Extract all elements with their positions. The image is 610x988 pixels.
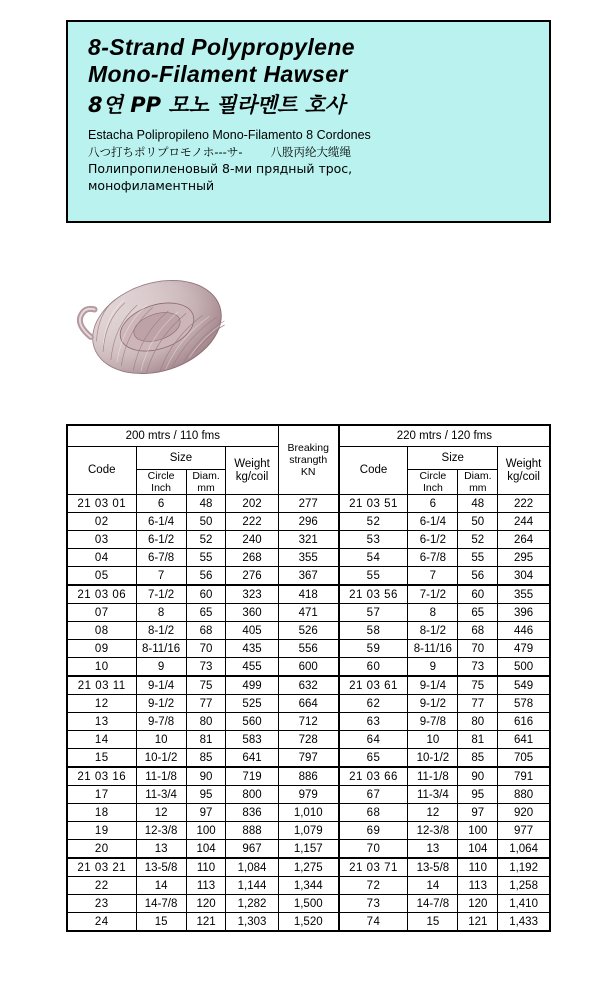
weight-kg-coil-left: 222 xyxy=(226,513,278,531)
size-circle-inch-left: 8 xyxy=(136,604,186,622)
size-circle-inch-right: 9 xyxy=(408,658,458,677)
weight-kg-coil-left: 268 xyxy=(226,549,278,567)
table-row xyxy=(67,786,550,804)
weight-left-line1: Weight xyxy=(234,457,270,470)
table-row xyxy=(67,713,550,731)
size-diam-mm-left: 48 xyxy=(186,495,226,513)
breaking-line1: Breaking xyxy=(287,442,329,454)
product-code-left: 21 03 01 xyxy=(67,495,136,513)
product-code-left: 21 03 06 xyxy=(67,585,136,604)
size-diam-mm-right: 52 xyxy=(458,531,498,549)
weight-kg-coil-left: 455 xyxy=(226,658,278,677)
weight-kg-coil-left: 967 xyxy=(226,840,278,859)
breaking-strength-kn: 664 xyxy=(278,695,339,713)
product-code-left: 12 xyxy=(67,695,136,713)
size-circle-inch-left: 6-7/8 xyxy=(136,549,186,567)
size-diam-mm-left: 68 xyxy=(186,622,226,640)
product-code-left: 18 xyxy=(67,804,136,822)
product-code-right: 65 xyxy=(339,749,408,768)
weight-kg-coil-left: 1,282 xyxy=(226,895,278,913)
product-code-left: 14 xyxy=(67,731,136,749)
size-circle-inch-right: 6-7/8 xyxy=(408,549,458,567)
table-row xyxy=(67,877,550,895)
table-row xyxy=(67,822,550,840)
product-code-right: 21 03 61 xyxy=(339,676,408,695)
table-row xyxy=(67,585,550,604)
size-circle-inch-right: 8-11/16 xyxy=(408,640,458,658)
product-code-left: 15 xyxy=(67,749,136,768)
weight-kg-coil-right: 1,410 xyxy=(498,895,550,913)
breaking-strength-kn: 321 xyxy=(278,531,339,549)
size-circle-inch-left: 7 xyxy=(136,567,186,586)
product-code-right: 67 xyxy=(339,786,408,804)
weight-kg-coil-right: 479 xyxy=(498,640,550,658)
size-circle-inch-left: 9-1/4 xyxy=(136,676,186,695)
breaking-strength-kn: 1,520 xyxy=(278,913,339,932)
product-code-right: 21 03 71 xyxy=(339,858,408,877)
size-diam-mm-left: 73 xyxy=(186,658,226,677)
breaking-strength-kn: 600 xyxy=(278,658,339,677)
size-diam-mm-left: 95 xyxy=(186,786,226,804)
size-diam-mm-right: 55 xyxy=(458,549,498,567)
product-code-right: 72 xyxy=(339,877,408,895)
weight-right-line1: Weight xyxy=(505,457,542,470)
size-diam-mm-right: 77 xyxy=(458,695,498,713)
size-diam-mm-right: 97 xyxy=(458,804,498,822)
size-diam-mm-left: 80 xyxy=(186,713,226,731)
size-circle-inch-left: 12-3/8 xyxy=(136,822,186,840)
breaking-strength-kn: 471 xyxy=(278,604,339,622)
size-circle-inch-right: 10 xyxy=(408,731,458,749)
size-diam-mm-right: 80 xyxy=(458,713,498,731)
size-diam-mm-right: 65 xyxy=(458,604,498,622)
size-diam-mm-left: 120 xyxy=(186,895,226,913)
size-circle-inch-left: 14 xyxy=(136,877,186,895)
size-circle-inch-left: 10 xyxy=(136,731,186,749)
weight-kg-coil-left: 499 xyxy=(226,676,278,695)
product-title-korean: 8연 PP 모노 필라멘트 호사 xyxy=(88,93,346,117)
product-code-right: 53 xyxy=(339,531,408,549)
table-row xyxy=(67,622,550,640)
size-circle-inch-right: 11-3/4 xyxy=(408,786,458,804)
product-code-left: 04 xyxy=(67,549,136,567)
size-diam-mm-right: 56 xyxy=(458,567,498,586)
size-diam-mm-left: 77 xyxy=(186,695,226,713)
size-diam-mm-left: 90 xyxy=(186,767,226,786)
breaking-strength-kn: 632 xyxy=(278,676,339,695)
size-circle-inch-left: 8-1/2 xyxy=(136,622,186,640)
size-circle-inch-right: 9-1/2 xyxy=(408,695,458,713)
product-code-left: 13 xyxy=(67,713,136,731)
weight-kg-coil-left: 560 xyxy=(226,713,278,731)
size-circle-inch-left: 14-7/8 xyxy=(136,895,186,913)
weight-kg-coil-left: 719 xyxy=(226,767,278,786)
product-code-right: 55 xyxy=(339,567,408,586)
breaking-strength-kn: 355 xyxy=(278,549,339,567)
weight-kg-coil-left: 405 xyxy=(226,622,278,640)
size-diam-mm-right: 100 xyxy=(458,822,498,840)
size-diam-mm-right: 85 xyxy=(458,749,498,768)
product-code-left: 23 xyxy=(67,895,136,913)
column-header-circle-inch-right xyxy=(408,470,458,495)
size-diam-mm-right: 68 xyxy=(458,622,498,640)
product-code-left: 19 xyxy=(67,822,136,840)
size-diam-mm-left: 56 xyxy=(186,567,226,586)
product-title-banner xyxy=(66,20,551,223)
size-diam-mm-left: 75 xyxy=(186,676,226,695)
table-row xyxy=(67,913,550,932)
breaking-strength-kn: 979 xyxy=(278,786,339,804)
product-subtitle-russian-line1: Полипропиленовый 8-ми прядный трос, xyxy=(88,161,353,176)
size-diam-mm-right: 121 xyxy=(458,913,498,932)
weight-kg-coil-right: 1,258 xyxy=(498,877,550,895)
column-header-size-right: Size xyxy=(408,447,498,470)
table-row xyxy=(67,731,550,749)
weight-kg-coil-right: 1,192 xyxy=(498,858,550,877)
table-row xyxy=(67,531,550,549)
weight-kg-coil-right: 222 xyxy=(498,495,550,513)
weight-kg-coil-right: 578 xyxy=(498,695,550,713)
weight-kg-coil-left: 360 xyxy=(226,604,278,622)
size-diam-mm-right: 113 xyxy=(458,877,498,895)
specification-table xyxy=(66,424,551,932)
size-circle-inch-left: 9-1/2 xyxy=(136,695,186,713)
weight-kg-coil-right: 295 xyxy=(498,549,550,567)
specification-table-body xyxy=(67,495,550,932)
breaking-strength-kn: 1,344 xyxy=(278,877,339,895)
table-row xyxy=(67,495,550,513)
breaking-strength-kn: 367 xyxy=(278,567,339,586)
size-circle-inch-left: 15 xyxy=(136,913,186,932)
weight-kg-coil-left: 1,144 xyxy=(226,877,278,895)
breaking-strength-kn: 277 xyxy=(278,495,339,513)
size-circle-inch-right: 10-1/2 xyxy=(408,749,458,768)
weight-kg-coil-right: 500 xyxy=(498,658,550,677)
breaking-strength-kn: 1,079 xyxy=(278,822,339,840)
column-header-code-left: Code xyxy=(67,447,136,495)
diam-right-line2: mm xyxy=(469,482,487,494)
product-code-left: 07 xyxy=(67,604,136,622)
circle-left-line1: Circle xyxy=(147,470,175,482)
size-diam-mm-right: 90 xyxy=(458,767,498,786)
product-code-right: 58 xyxy=(339,622,408,640)
size-circle-inch-left: 11-1/8 xyxy=(136,767,186,786)
table-row xyxy=(67,640,550,658)
weight-kg-coil-right: 1,433 xyxy=(498,913,550,932)
weight-left-line2: kg/coil xyxy=(235,470,269,483)
table-row xyxy=(67,767,550,786)
product-code-right: 68 xyxy=(339,804,408,822)
product-code-left: 08 xyxy=(67,622,136,640)
product-code-left: 21 03 21 xyxy=(67,858,136,877)
size-diam-mm-left: 110 xyxy=(186,858,226,877)
product-code-right: 57 xyxy=(339,604,408,622)
size-circle-inch-left: 11-3/4 xyxy=(136,786,186,804)
breaking-strength-kn: 1,500 xyxy=(278,895,339,913)
column-header-code-right: Code xyxy=(339,447,408,495)
size-diam-mm-left: 85 xyxy=(186,749,226,768)
product-code-right: 74 xyxy=(339,913,408,932)
table-row xyxy=(67,676,550,695)
weight-kg-coil-right: 705 xyxy=(498,749,550,768)
weight-kg-coil-right: 264 xyxy=(498,531,550,549)
weight-kg-coil-left: 1,084 xyxy=(226,858,278,877)
size-diam-mm-right: 75 xyxy=(458,676,498,695)
size-diam-mm-left: 55 xyxy=(186,549,226,567)
breaking-strength-kn: 797 xyxy=(278,749,339,768)
size-diam-mm-left: 113 xyxy=(186,877,226,895)
table-row xyxy=(67,749,550,768)
table-row xyxy=(67,858,550,877)
product-subtitle-russian-line2: монофиламентный xyxy=(88,178,215,193)
breaking-strength-kn: 1,010 xyxy=(278,804,339,822)
size-diam-mm-left: 52 xyxy=(186,531,226,549)
size-diam-mm-right: 48 xyxy=(458,495,498,513)
group-header-left: 200 mtrs / 110 fms xyxy=(67,425,278,447)
breaking-strength-kn: 728 xyxy=(278,731,339,749)
size-diam-mm-right: 104 xyxy=(458,840,498,859)
size-circle-inch-right: 7 xyxy=(408,567,458,586)
size-circle-inch-left: 6 xyxy=(136,495,186,513)
size-circle-inch-right: 9-7/8 xyxy=(408,713,458,731)
product-code-right: 60 xyxy=(339,658,408,677)
diam-left-line2: mm xyxy=(197,482,215,494)
size-circle-inch-right: 12-3/8 xyxy=(408,822,458,840)
product-title-en-line1: 8-Strand Polypropylene xyxy=(88,34,355,60)
weight-kg-coil-left: 1,303 xyxy=(226,913,278,932)
table-row xyxy=(67,658,550,677)
weight-right-line2: kg/coil xyxy=(507,470,540,483)
product-code-right: 62 xyxy=(339,695,408,713)
weight-kg-coil-left: 836 xyxy=(226,804,278,822)
table-row xyxy=(67,804,550,822)
size-circle-inch-right: 7-1/2 xyxy=(408,585,458,604)
size-diam-mm-right: 50 xyxy=(458,513,498,531)
weight-kg-coil-right: 616 xyxy=(498,713,550,731)
product-code-left: 20 xyxy=(67,840,136,859)
product-code-right: 64 xyxy=(339,731,408,749)
product-subtitle-spanish: Estacha Polipropileno Mono-Filamento 8 Cordones xyxy=(88,128,371,142)
weight-kg-coil-right: 920 xyxy=(498,804,550,822)
product-code-left: 17 xyxy=(67,786,136,804)
circle-left-line2: Inch xyxy=(151,482,172,494)
product-code-left: 21 03 16 xyxy=(67,767,136,786)
breaking-strength-kn: 526 xyxy=(278,622,339,640)
product-code-right: 73 xyxy=(339,895,408,913)
product-code-left: 03 xyxy=(67,531,136,549)
column-header-weight-right xyxy=(498,447,550,495)
weight-kg-coil-right: 1,064 xyxy=(498,840,550,859)
weight-kg-coil-left: 323 xyxy=(226,585,278,604)
weight-kg-coil-right: 791 xyxy=(498,767,550,786)
size-circle-inch-right: 12 xyxy=(408,804,458,822)
size-circle-inch-right: 11-1/8 xyxy=(408,767,458,786)
weight-kg-coil-left: 525 xyxy=(226,695,278,713)
product-subtitle-japanese: 八つ打ちポリプロモノホ---サ- xyxy=(88,145,243,159)
product-code-right: 54 xyxy=(339,549,408,567)
size-circle-inch-right: 6 xyxy=(408,495,458,513)
circle-right-line1: Circle xyxy=(419,470,447,482)
size-circle-inch-right: 13-5/8 xyxy=(408,858,458,877)
size-circle-inch-right: 6-1/2 xyxy=(408,531,458,549)
size-circle-inch-left: 13-5/8 xyxy=(136,858,186,877)
size-circle-inch-right: 8-1/2 xyxy=(408,622,458,640)
rope-coil-photo xyxy=(62,252,252,402)
weight-kg-coil-right: 244 xyxy=(498,513,550,531)
product-title-en-line2: Mono-Filament Hawser xyxy=(88,61,348,87)
breaking-strength-kn: 1,157 xyxy=(278,840,339,859)
weight-kg-coil-left: 888 xyxy=(226,822,278,840)
size-circle-inch-right: 14 xyxy=(408,877,458,895)
table-row xyxy=(67,549,550,567)
weight-kg-coil-left: 276 xyxy=(226,567,278,586)
product-code-left: 09 xyxy=(67,640,136,658)
column-header-circle-inch-left xyxy=(136,470,186,495)
size-diam-mm-right: 73 xyxy=(458,658,498,677)
product-subtitle-japanese-chinese xyxy=(88,144,549,160)
weight-kg-coil-right: 549 xyxy=(498,676,550,695)
product-code-left: 24 xyxy=(67,913,136,932)
breaking-strength-kn: 296 xyxy=(278,513,339,531)
product-code-right: 21 03 66 xyxy=(339,767,408,786)
weight-kg-coil-left: 240 xyxy=(226,531,278,549)
size-diam-mm-right: 60 xyxy=(458,585,498,604)
product-code-right: 52 xyxy=(339,513,408,531)
diam-right-line1: Diam. xyxy=(464,470,492,482)
weight-kg-coil-right: 977 xyxy=(498,822,550,840)
weight-kg-coil-right: 396 xyxy=(498,604,550,622)
size-circle-inch-left: 13 xyxy=(136,840,186,859)
size-diam-mm-right: 110 xyxy=(458,858,498,877)
product-code-right: 63 xyxy=(339,713,408,731)
table-row xyxy=(67,567,550,586)
size-diam-mm-left: 104 xyxy=(186,840,226,859)
size-circle-inch-left: 9-7/8 xyxy=(136,713,186,731)
size-circle-inch-right: 6-1/4 xyxy=(408,513,458,531)
size-diam-mm-left: 97 xyxy=(186,804,226,822)
column-header-diam-mm-left xyxy=(186,470,226,495)
breaking-strength-kn: 418 xyxy=(278,585,339,604)
breaking-strength-kn: 1,275 xyxy=(278,858,339,877)
weight-kg-coil-left: 641 xyxy=(226,749,278,768)
size-circle-inch-right: 15 xyxy=(408,913,458,932)
breaking-strength-kn: 886 xyxy=(278,767,339,786)
size-circle-inch-right: 13 xyxy=(408,840,458,859)
breaking-strength-kn: 712 xyxy=(278,713,339,731)
product-code-left: 02 xyxy=(67,513,136,531)
table-row xyxy=(67,513,550,531)
column-header-diam-mm-right xyxy=(458,470,498,495)
weight-kg-coil-left: 583 xyxy=(226,731,278,749)
weight-kg-coil-right: 355 xyxy=(498,585,550,604)
table-row xyxy=(67,840,550,859)
size-diam-mm-left: 100 xyxy=(186,822,226,840)
weight-kg-coil-left: 435 xyxy=(226,640,278,658)
breaking-line3: KN xyxy=(300,466,316,478)
weight-kg-coil-left: 800 xyxy=(226,786,278,804)
weight-kg-coil-right: 446 xyxy=(498,622,550,640)
size-diam-mm-right: 95 xyxy=(458,786,498,804)
product-code-right: 21 03 51 xyxy=(339,495,408,513)
size-diam-mm-left: 50 xyxy=(186,513,226,531)
weight-kg-coil-right: 641 xyxy=(498,731,550,749)
product-code-right: 59 xyxy=(339,640,408,658)
weight-kg-coil-left: 202 xyxy=(226,495,278,513)
size-circle-inch-left: 8-11/16 xyxy=(136,640,186,658)
size-circle-inch-right: 9-1/4 xyxy=(408,676,458,695)
weight-kg-coil-right: 304 xyxy=(498,567,550,586)
column-header-breaking-strength xyxy=(278,425,339,495)
size-circle-inch-left: 6-1/4 xyxy=(136,513,186,531)
table-row xyxy=(67,695,550,713)
size-diam-mm-right: 81 xyxy=(458,731,498,749)
product-code-left: 22 xyxy=(67,877,136,895)
table-row xyxy=(67,895,550,913)
breaking-strength-kn: 556 xyxy=(278,640,339,658)
product-code-left: 05 xyxy=(67,567,136,586)
table-row xyxy=(67,604,550,622)
size-diam-mm-left: 60 xyxy=(186,585,226,604)
column-header-size-left: Size xyxy=(136,447,226,470)
size-diam-mm-left: 65 xyxy=(186,604,226,622)
size-circle-inch-left: 9 xyxy=(136,658,186,677)
product-code-right: 69 xyxy=(339,822,408,840)
size-circle-inch-left: 12 xyxy=(136,804,186,822)
column-header-weight-left xyxy=(226,447,278,495)
size-diam-mm-left: 70 xyxy=(186,640,226,658)
size-circle-inch-left: 7-1/2 xyxy=(136,585,186,604)
size-diam-mm-left: 81 xyxy=(186,731,226,749)
size-diam-mm-right: 70 xyxy=(458,640,498,658)
product-subtitle-chinese: 八股丙纶大缆绳 xyxy=(270,145,351,159)
size-circle-inch-right: 8 xyxy=(408,604,458,622)
table-header-row-groups xyxy=(67,425,550,447)
size-circle-inch-right: 14-7/8 xyxy=(408,895,458,913)
product-code-right: 21 03 56 xyxy=(339,585,408,604)
product-code-left: 21 03 11 xyxy=(67,676,136,695)
breaking-line2: strangth xyxy=(289,454,328,466)
size-diam-mm-left: 121 xyxy=(186,913,226,932)
size-circle-inch-left: 6-1/2 xyxy=(136,531,186,549)
size-diam-mm-right: 120 xyxy=(458,895,498,913)
diam-left-line1: Diam. xyxy=(192,470,220,482)
circle-right-line2: Inch xyxy=(422,482,443,494)
weight-kg-coil-right: 880 xyxy=(498,786,550,804)
product-code-left: 10 xyxy=(67,658,136,677)
product-code-right: 70 xyxy=(339,840,408,859)
size-circle-inch-left: 10-1/2 xyxy=(136,749,186,768)
group-header-right: 220 mtrs / 120 fms xyxy=(339,425,550,447)
